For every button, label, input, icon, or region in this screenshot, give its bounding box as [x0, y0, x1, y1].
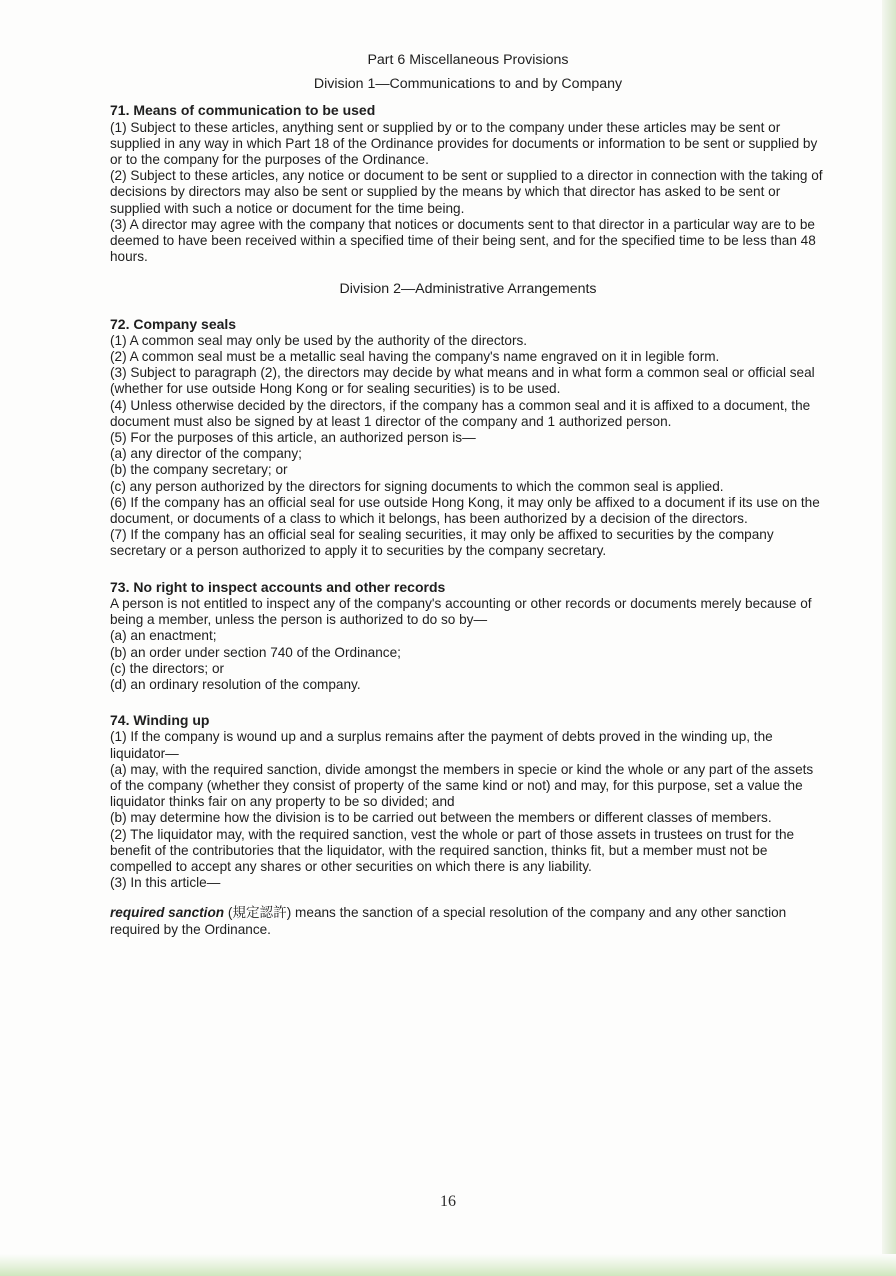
article-71-title: 71. Means of communication to be used [110, 102, 376, 119]
article-71-para-1: (1) Subject to these articles, anything sent or supplied by or to the company under these articles may be sent or supplied in any way in which Part 18 of the Ordinance provides for documents or information to be sent or supplied by or to the company for the purposes of the Ordinance. [110, 119, 818, 168]
article-74-para-b: (b) may determine how the division is to be carried out between the members or different classes of members. [110, 810, 772, 826]
article-72-para-2: (2) A common seal must be a metallic seal having the company's name engraved on it in legible form. [110, 349, 720, 365]
article-73-title: 73. No right to inspect accounts and other records [110, 578, 446, 595]
article-72-para-5c: (c) any person authorized by the directors for signing documents to which the common seal is applied. [110, 478, 724, 494]
article-74-title: 74. Winding up [110, 712, 210, 729]
article-73 [110, 579, 826, 693]
scan-edge-bottom [0, 1254, 896, 1276]
article-72 [110, 316, 826, 560]
article-72-para-7: (7) If the company has an official seal for sealing securities, it may only be affixed to securities by the company secretary or a person authorized to apply it to securities by the company secretary. [110, 527, 774, 559]
article-71-para-3: (3) A director may agree with the company that notices or documents sent to that director in a particular way are to be deemed to have been received within a specified time of their being sent, and for the specified time to be less than 48 hours. [110, 216, 816, 265]
article-74-para-3: (3) In this article— [110, 875, 221, 891]
division-2-heading: Division 2—Administrative Arrangements [339, 281, 597, 298]
article-71 [110, 102, 826, 265]
article-73-para-b: (b) an order under section 740 of the Ordinance; [110, 644, 401, 660]
article-72-para-6: (6) If the company has an official seal for use outside Hong Kong, it may only be affixed to a document if its use on the document, or documents of a class to which it belongs, has been authorized by a decision of the directors. [110, 494, 820, 527]
article-73-para-1: A person is not entitled to inspect any of the company's accounting or other records or documents merely because of being a member, unless the person is authorized to do so by— [110, 595, 812, 628]
definition-term: required sanction [110, 905, 225, 921]
article-74 [110, 712, 826, 938]
part-heading: Part 6 Miscellaneous Provisions [367, 52, 569, 68]
article-71-para-2: (2) Subject to these articles, any notice or document to be sent or supplied to a director in connection with the taking of decisions by directors may also be sent or supplied by the means by which that director has asked to be sent or supplied with such a notice or document for the time being. [110, 168, 823, 216]
scan-edge-right [882, 0, 896, 1276]
article-73-para-a: (a) an enactment; [110, 628, 217, 644]
article-72-title: 72. Company seals [110, 315, 237, 332]
definition-chinese-term: (規定認許) [227, 905, 292, 921]
page-number: 16 [440, 1193, 456, 1210]
article-74-para-a: (a) may, with the required sanction, divide amongst the members in specie or kind the whole or any part of the assets of the company (whether they consist of property of the same kind or not) and may, for this purpose, set a value the liquidator thinks fair on any property to be so divided; and [110, 761, 814, 810]
division-1-heading: Division 1—Communications to and by Company [313, 76, 623, 93]
page-content [110, 52, 826, 938]
article-72-para-5a: (a) any director of the company; [110, 446, 302, 462]
article-72-para-3: (3) Subject to paragraph (2), the directors may decide by what means and in what form a common seal or official seal (whether for use outside Hong Kong or for sealing securities) is to be used. [110, 365, 815, 397]
definition-required-sanction [110, 905, 826, 937]
article-72-para-5: (5) For the purposes of this article, an authorized person is— [110, 430, 476, 446]
article-73-para-c: (c) the directors; or [110, 660, 225, 676]
article-72-para-5b: (b) the company secretary; or [110, 462, 288, 478]
article-73-para-d: (d) an ordinary resolution of the company. [110, 676, 361, 692]
article-74-para-2: (2) The liquidator may, with the required sanction, vest the whole or part of those assets in trustees on trust for the benefit of the contributories that the liquidator, with the required sanction, thinks fit, but a member must not be compelled to accept any shares or other securities on which there is any liability. [110, 826, 795, 874]
definition-text: means the sanction of a special resolution of the company and any other sanction required by the Ordinance. [110, 905, 787, 937]
article-72-para-1: (1) A common seal may only be used by the authority of the directors. [110, 332, 528, 348]
article-74-para-1: (1) If the company is wound up and a surplus remains after the payment of debts proved in the winding up, the liquidator— [110, 729, 773, 761]
article-72-para-4: (4) Unless otherwise decided by the directors, if the company has a common seal and it is affixed to a document, the document must also be signed by at least 1 director of the company and 1 authorized person. [110, 397, 811, 429]
